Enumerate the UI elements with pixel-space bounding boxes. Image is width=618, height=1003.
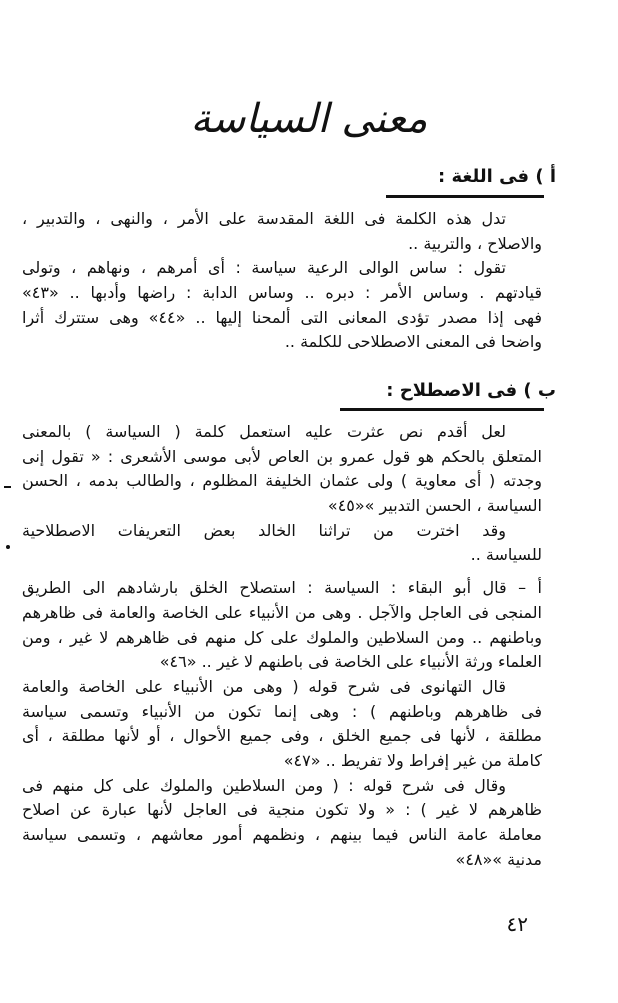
text-line: ظاهرهم لا غير ) : « ولا تكون منجية فى العاجل لأنها عبارة عن اصلاح [22, 800, 542, 820]
section-heading-terminology: ب ) فى الاصطلاح : [386, 380, 556, 401]
text-line: للسياسة .. [470, 545, 542, 565]
heading-underline [386, 195, 544, 198]
text-line: قيادتهم . وساس الأمر : دبره .. وساس الدابة : راضها وأدبها .. «٤٣» [22, 283, 542, 303]
text-line: وقد اخترت من تراثنا الخالد بعض التعريفات الاصطلاحية [22, 520, 506, 540]
text-line: وجدته ( أى معاوية ) ولى عثمان الخليفة المظلوم ، والطالب بدمه ، الحسن [22, 471, 542, 491]
margin-mark [4, 486, 11, 488]
text-line: والاصلاح ، والتربية .. [408, 233, 542, 253]
page-title: معنى السياسة [190, 96, 428, 142]
text-line: أ – قال أبو البقاء : السياسة : استصلاح الخلق بارشادهم الى الطريق [22, 578, 542, 598]
text-line: مطلقة ، لأنها فى جميع الخلق ، وفى جميع الأحوال ، أو لأنها مطلقة ، أى [22, 726, 542, 746]
text-line: السياسة ، الحسن التدبير »«٤٥» [327, 496, 542, 516]
text-line: قال التهانوى فى شرح قوله ( وهى من الأنبياء على الخاصة والعامة [22, 676, 506, 696]
margin-dot [6, 545, 10, 549]
text-line: فهى إذا مصدر تؤدى المعانى التى ألمحنا إليها .. «٤٤» وهى ستترك أثرا [22, 307, 542, 327]
text-line: المتعلق بالحكم هو قول عمرو بن العاص لأبى موسى الأشعرى : « تقول إنى [22, 446, 542, 466]
heading-underline [340, 408, 544, 411]
text-line: واضحا فى المعنى الاصطلاحى للكلمة .. [284, 332, 542, 352]
text-line: تدل هذه الكلمة فى اللغة المقدسة على الأمر ، والنهى ، والتدبير ، [22, 209, 506, 228]
section-heading-language: أ ) فى اللغة : [437, 166, 556, 187]
text-line: وقال فى شرح قوله : ( ومن السلاطين والملوك على كل منهم فى [22, 775, 506, 795]
section-terminology-text [22, 420, 542, 872]
text-line: كاملة من غير إفراط ولا تفريط .. «٤٧» [283, 750, 542, 770]
text-line: لعل أقدم نص عثرت عليه استعمل كلمة ( السياسة ) بالمعنى [22, 422, 506, 441]
text-line: فى ظاهرهم وباطنهم ) : وهى إنما تكون من الأنبياء وتسمى سياسة [22, 701, 542, 721]
text-line: مدنية »«٤٨» [455, 849, 542, 869]
text-line: العلماء ورثة الأنبياء على الخاصة فى باطنهم لا غير .. «٤٦» [159, 652, 542, 672]
text-line: معاملة عامة الناس فيما بينهم ، ونظمهم أمور معاشهم ، وتسمى سياسة [22, 825, 542, 844]
page-number: ٤٢ [506, 912, 528, 936]
text-line: وباطنهم .. ومن السلاطين والملوك على كل منهم فى ظاهرهم لا غير ، ومن [22, 627, 542, 647]
text-line: تقول : ساس الوالى الرعية سياسة : أى أمرهم ، ونهاهم ، وتولى [22, 258, 506, 278]
text-line: المنجى فى العاجل والآجل . وهى من الأنبياء على الخاصة والعامة فى ظاهرهم [22, 602, 542, 622]
section-language-text [22, 207, 542, 355]
